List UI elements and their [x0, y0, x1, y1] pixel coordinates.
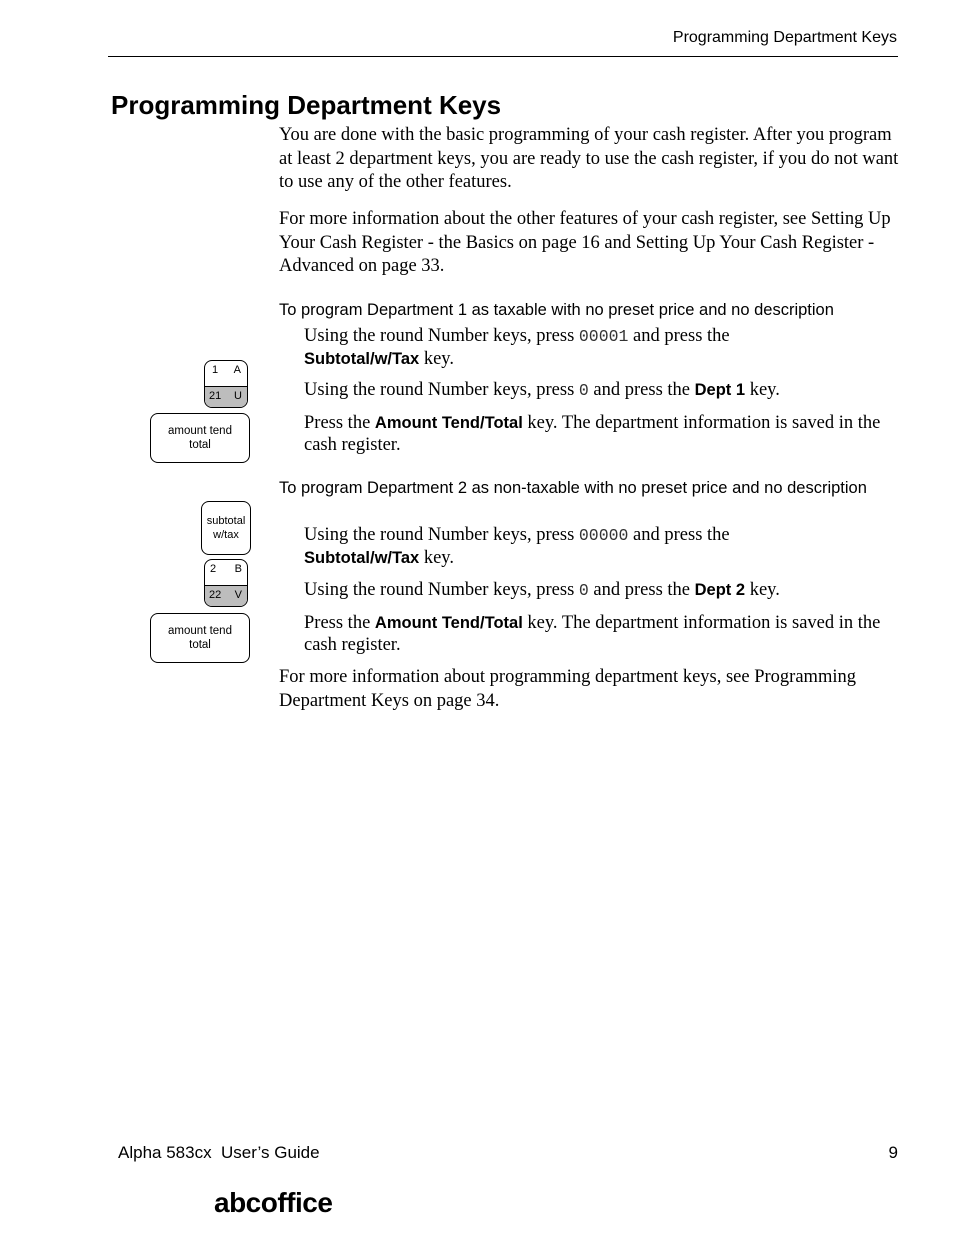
- key-name: Dept 1: [694, 381, 746, 399]
- dept1-key-illustration: 1 A 21 U: [204, 360, 248, 408]
- key-name: Dept 2: [694, 581, 746, 599]
- procedure-step: Press the Amount Tend/Total key. The department information is saved in the cash register.: [304, 613, 881, 655]
- procedure-heading: To program Department 2 as non-taxable with no preset price and no description: [279, 479, 867, 497]
- running-header: Programming Department Keys: [672, 29, 897, 46]
- dept2-key-illustration: 2 B 22 V: [204, 559, 248, 607]
- procedure-step: Using the round Number keys, press 00000 and press the Subtotal/w/Tax key.: [304, 525, 730, 568]
- intro-paragraph: You are done with the basic programming of your cash register. After you program at least 2 department keys, you are ready to use the cash register, if you do not want to use any of the other features.: [279, 125, 899, 192]
- procedure-step: Using the round Number keys, press 0 and press the Dept 2 key.: [304, 580, 780, 600]
- procedure-heading: To program Department 1 as taxable with no preset price and no description: [279, 301, 834, 319]
- footer-guide-title: Alpha 583cx User’s Guide: [118, 1143, 320, 1162]
- key-name: Amount Tend/Total: [374, 614, 523, 632]
- key-sequence: 0: [578, 581, 589, 600]
- procedure-step: Using the round Number keys, press 00001 and press the Subtotal/w/Tax key.: [304, 326, 730, 369]
- key-name: Amount Tend/Total: [374, 414, 523, 432]
- amount-tend-total-key-illustration: amount tend total: [150, 413, 250, 463]
- key-sequence: 0: [578, 381, 589, 400]
- key-sequence: 00000: [578, 526, 629, 545]
- header-rule: [108, 56, 898, 57]
- subtotal-w-tax-key-illustration: subtotal w/tax: [201, 501, 251, 555]
- brand-logo: abcoffice: [214, 1187, 333, 1218]
- procedure-step: Using the round Number keys, press 0 and press the Dept 1 key.: [304, 380, 780, 400]
- key-name: Subtotal/w/Tax: [304, 350, 420, 368]
- page-title: Programming Department Keys: [111, 90, 502, 120]
- key-name: Subtotal/w/Tax: [304, 549, 420, 567]
- intro-paragraph: For more information about the other features of your cash register, see Setting Up Your Cash Register - the Basics on page 16 and Setting Up Your Cash Register - Advanced on page 33.: [279, 209, 891, 276]
- amount-tend-total-key-illustration: amount tend total: [150, 613, 250, 663]
- page-number: 9: [888, 1143, 898, 1162]
- procedure-step: Press the Amount Tend/Total key. The department information is saved in the cash register.: [304, 413, 881, 455]
- key-sequence: 00001: [578, 327, 629, 346]
- closing-paragraph: For more information about programming department keys, see Programming Department Keys on page 34.: [279, 667, 856, 711]
